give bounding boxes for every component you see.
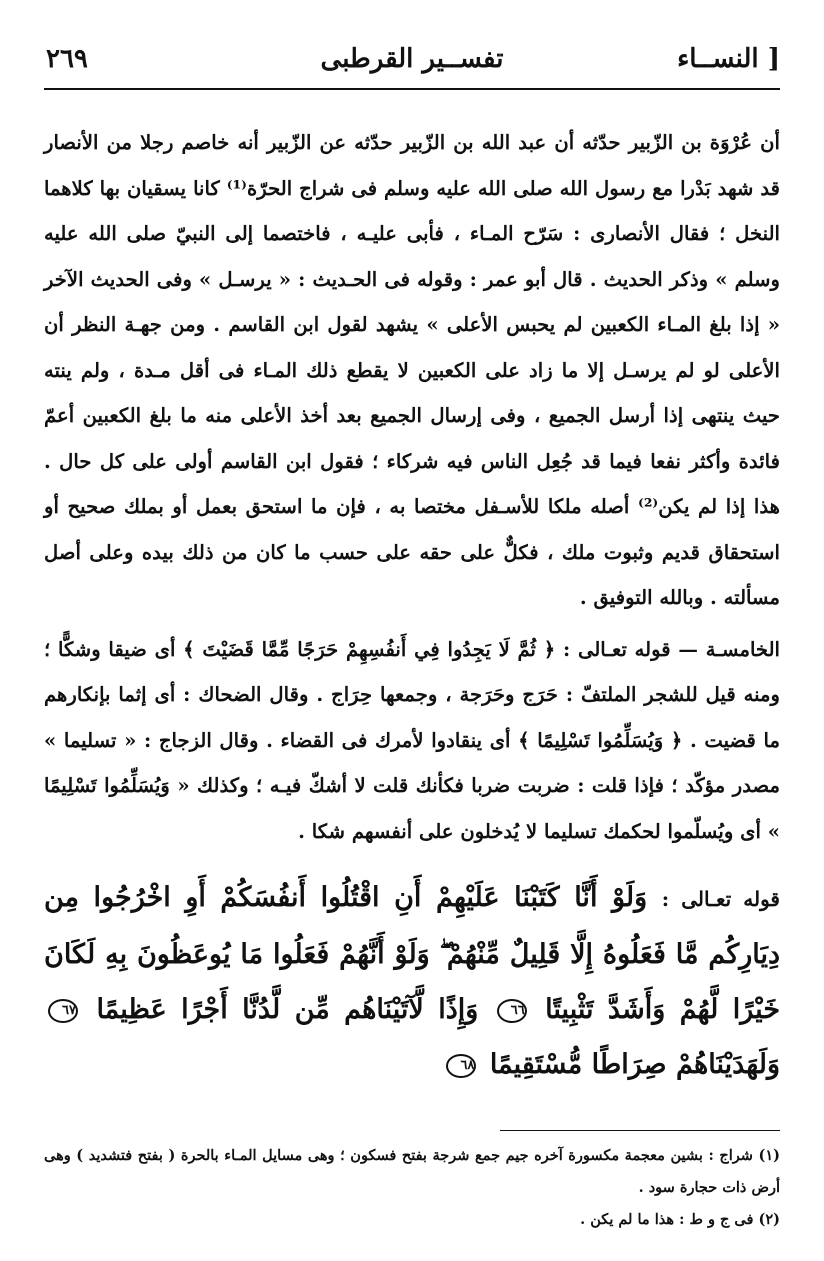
- footnote-divider: [500, 1130, 780, 1131]
- surah-title: [ النســاء: [677, 44, 780, 74]
- quran-verses: [44, 870, 780, 1092]
- verse-text-67: وَإِذًا لَّآتَيْنَاهُم مِّن لَّدُنَّا أَجْرًا عَظِيمًا: [96, 994, 479, 1025]
- ayah-number-66: ٦٦: [497, 999, 527, 1023]
- verse-intro: قوله تعـالى :: [661, 887, 780, 911]
- ayah-number-68: ٦٨: [446, 1054, 476, 1078]
- commentary-paragraph-2: الخامسـة — قوله تعـالى : ﴿ ثُمَّ لَا يَجِدُوا فِي أَنفُسِهِمْ حَرَجًا مِّمَّا قَضَيْتَ ﴾ أى ضيقا وشكًّا ؛ ومنه قيل للشجر الملتفّ : حَرَج وحَرَجة ، وجمعها حِرَاج . وقال الضحاك : أى إثما بإنكارهم ما قضيت . ﴿ وَيُسَلِّمُوا تَسْلِيمًا ﴾ أى ينقادوا لأمرك فى القضاء . وقال الزجاج : « تسليما » مصدر مؤكّد ؛ فإذا قلت : ضربت ضربا فكأنك قلت لا أشكّ فيـه ؛ وكذلك « وَيُسَلِّمُوا تَسْلِيمًا » أى ويُسلّموا لحكمك تسليما لا يُدخلون على أنفسهم شكا .: [44, 637, 780, 843]
- page-number: ٢٦٩: [46, 44, 88, 74]
- verse-text-68: وَلَهَدَيْنَاهُمْ صِرَاطًا مُّسْتَقِيمًا: [489, 1049, 780, 1080]
- footnote-1: (١) شراج : بشين معجمة مكسورة آخره جيم جمع شرجة بفتح فسكون ؛ وهى مسايل المـاء بالحرة ( بفتح فتشديد ) وهى أرض ذات حجارة سود .: [44, 1147, 780, 1196]
- footnotes: [44, 1140, 780, 1236]
- commentary-text: [44, 120, 780, 854]
- ayah-number-67: ٦٧: [48, 999, 78, 1023]
- commentary-paragraph-1: أن عُرْوَة بن الزّبير حدّثه أن عبد الله بن الزّبير حدّثه عن الزّبير أنه خاصم رجلا من الأنصار قد شهد بَدْرا مع رسول الله صلى الله عليه وسلم فى شراج الحرّة⁽¹⁾ كانا يسقيان بها كلاهما النخل ؛ فقال الأنصارى : سَرّح المـاء ، فأبى عليـه ، فاختصما إلى النبيّ صلى الله عليه وسلم » وذكر الحديث . قال أبو عمر : وقوله فى الحـديث : « يرسـل » وفى الحديث الآخر « إذا بلغ المـاء الكعبين لم يحبس الأعلى » يشهد لقول ابن القاسم . ومن جهـة النظر أن الأعلى لو لم يرسـل إلا ما زاد على الكعبين لا يقطع ذلك المـاء فى أقل مـدة ، ولم ينته حيث ينتهى إذا أرسل الجميع ، وفى إرسال الجميع بعد أخذ الأعلى منه ما بلغ الكعبين أعمّ فائدة وأكثر نفعا فيما قد جُعِل الناس فيه شركاء ؛ فقول ابن القاسم أولى على كل حال . هذا إذا لم يكن⁽²⁾ أصله ملكا للأسـفل مختصا به ، فإن ما استحق بعمل أو بملك صحيح أو استحقاق قديم وثبوت ملك ، فكلٌّ على حقه على حسب ما كان من ذلك بيده وعلى أصل مسألته . وبالله التوفيق .: [44, 131, 780, 609]
- book-title: تفســير القرطبى: [320, 44, 504, 74]
- page-header: [44, 40, 780, 90]
- footnote-2: (٢) فى ج و ط : هذا ما لم يكن .: [580, 1211, 780, 1228]
- verse-text-66: وَلَوْ أَنَّا كَتَبْنَا عَلَيْهِمْ أَنِ اقْتُلُوا أَنفُسَكُمْ أَوِ اخْرُجُوا مِن دِيَارِكُم مَّا فَعَلُوهُ إِلَّا قَلِيلٌ مِّنْهُمْ ۖ وَلَوْ أَنَّهُمْ فَعَلُوا مَا يُوعَظُونَ بِهِ لَكَانَ خَيْرًا لَّهُمْ وَأَشَدَّ تَثْبِيتًا: [44, 882, 781, 1025]
